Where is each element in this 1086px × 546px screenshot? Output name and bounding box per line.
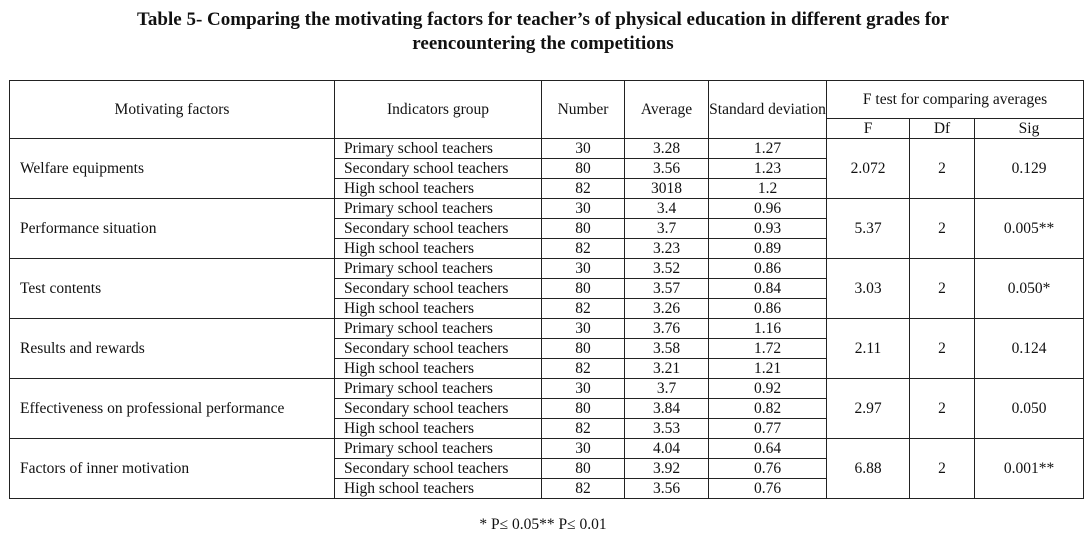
header-indicators-group: Indicators group [335,81,542,139]
standard-deviation-cell: 0.93 [709,219,827,239]
standard-deviation-cell: 0.77 [709,419,827,439]
standard-deviation-cell: 0.76 [709,459,827,479]
sig-value-cell: 0.050 [975,379,1084,439]
average-cell: 3.92 [625,459,709,479]
average-cell: 3018 [625,179,709,199]
number-cell: 80 [542,339,625,359]
number-cell: 30 [542,379,625,399]
df-value-cell: 2 [910,199,975,259]
header-sig: Sig [975,119,1084,139]
average-cell: 3.53 [625,419,709,439]
motivating-factor-cell: Factors of inner motivation [10,439,335,499]
table-row [10,319,1084,339]
indicators-group-cell: Secondary school teachers [335,219,542,239]
indicators-group-cell: Primary school teachers [335,379,542,399]
motivating-factor-cell: Results and rewards [10,319,335,379]
header-average: Average [625,81,709,139]
standard-deviation-cell: 0.92 [709,379,827,399]
results-table [9,80,1084,499]
standard-deviation-cell: 0.82 [709,399,827,419]
average-cell: 3.23 [625,239,709,259]
number-cell: 82 [542,179,625,199]
indicators-group-cell: Primary school teachers [335,139,542,159]
standard-deviation-cell: 0.76 [709,479,827,499]
indicators-group-cell: Secondary school teachers [335,159,542,179]
f-value-cell: 2.11 [827,319,910,379]
average-cell: 4.04 [625,439,709,459]
df-value-cell: 2 [910,439,975,499]
indicators-group-cell: Secondary school teachers [335,459,542,479]
table-row [10,439,1084,459]
standard-deviation-cell: 1.72 [709,339,827,359]
number-cell: 80 [542,459,625,479]
df-value-cell: 2 [910,319,975,379]
standard-deviation-cell: 0.86 [709,259,827,279]
number-cell: 82 [542,419,625,439]
indicators-group-cell: Secondary school teachers [335,399,542,419]
header-number: Number [542,81,625,139]
sig-value-cell: 0.001** [975,439,1084,499]
f-value-cell: 6.88 [827,439,910,499]
indicators-group-cell: High school teachers [335,359,542,379]
average-cell: 3.21 [625,359,709,379]
average-cell: 3.56 [625,479,709,499]
sig-value-cell: 0.005** [975,199,1084,259]
number-cell: 82 [542,479,625,499]
average-cell: 3.56 [625,159,709,179]
number-cell: 30 [542,319,625,339]
standard-deviation-cell: 1.23 [709,159,827,179]
footnote: * P≤ 0.05** P≤ 0.01 [479,516,607,533]
indicators-group-cell: Primary school teachers [335,319,542,339]
df-value-cell: 2 [910,379,975,439]
average-cell: 3.57 [625,279,709,299]
number-cell: 80 [542,399,625,419]
header-motivating-factors: Motivating factors [10,81,335,139]
header-standard-deviation: Standard deviation [709,81,827,139]
title-line-2: reencountering the competitions [412,33,674,54]
table-row [10,199,1084,219]
standard-deviation-cell: 1.16 [709,319,827,339]
indicators-group-cell: Primary school teachers [335,259,542,279]
indicators-group-cell: Primary school teachers [335,199,542,219]
table-title [0,8,1086,56]
motivating-factor-cell: Effectiveness on professional performance [10,379,335,439]
indicators-group-cell: High school teachers [335,299,542,319]
average-cell: 3.7 [625,219,709,239]
standard-deviation-cell: 0.96 [709,199,827,219]
indicators-group-cell: High school teachers [335,179,542,199]
average-cell: 3.58 [625,339,709,359]
average-cell: 3.52 [625,259,709,279]
indicators-group-cell: Secondary school teachers [335,279,542,299]
f-value-cell: 3.03 [827,259,910,319]
standard-deviation-cell: 0.86 [709,299,827,319]
number-cell: 82 [542,359,625,379]
number-cell: 30 [542,199,625,219]
motivating-factor-cell: Performance situation [10,199,335,259]
indicators-group-cell: High school teachers [335,239,542,259]
number-cell: 82 [542,299,625,319]
df-value-cell: 2 [910,259,975,319]
title-line-1: Table 5- Comparing the motivating factors for teacher’s of physical education in different grades for [137,9,949,30]
average-cell: 3.4 [625,199,709,219]
average-cell: 3.76 [625,319,709,339]
header-df: Df [910,119,975,139]
standard-deviation-cell: 1.2 [709,179,827,199]
number-cell: 82 [542,239,625,259]
header-f-test: F test for comparing averages [827,81,1084,119]
average-cell: 3.26 [625,299,709,319]
indicators-group-cell: High school teachers [335,479,542,499]
f-value-cell: 2.97 [827,379,910,439]
indicators-group-cell: High school teachers [335,419,542,439]
standard-deviation-cell: 0.84 [709,279,827,299]
motivating-factor-cell: Test contents [10,259,335,319]
table-row [10,259,1084,279]
indicators-group-cell: Secondary school teachers [335,339,542,359]
number-cell: 30 [542,259,625,279]
number-cell: 30 [542,439,625,459]
sig-value-cell: 0.124 [975,319,1084,379]
standard-deviation-cell: 1.21 [709,359,827,379]
f-value-cell: 2.072 [827,139,910,199]
standard-deviation-cell: 0.64 [709,439,827,459]
motivating-factor-cell: Welfare equipments [10,139,335,199]
table-row [10,379,1084,399]
number-cell: 30 [542,139,625,159]
standard-deviation-cell: 0.89 [709,239,827,259]
table-body [10,139,1084,499]
indicators-group-cell: Primary school teachers [335,439,542,459]
header-f: F [827,119,910,139]
number-cell: 80 [542,159,625,179]
df-value-cell: 2 [910,139,975,199]
f-value-cell: 5.37 [827,199,910,259]
standard-deviation-cell: 1.27 [709,139,827,159]
average-cell: 3.7 [625,379,709,399]
average-cell: 3.84 [625,399,709,419]
table-row [10,139,1084,159]
number-cell: 80 [542,219,625,239]
average-cell: 3.28 [625,139,709,159]
number-cell: 80 [542,279,625,299]
sig-value-cell: 0.129 [975,139,1084,199]
sig-value-cell: 0.050* [975,259,1084,319]
